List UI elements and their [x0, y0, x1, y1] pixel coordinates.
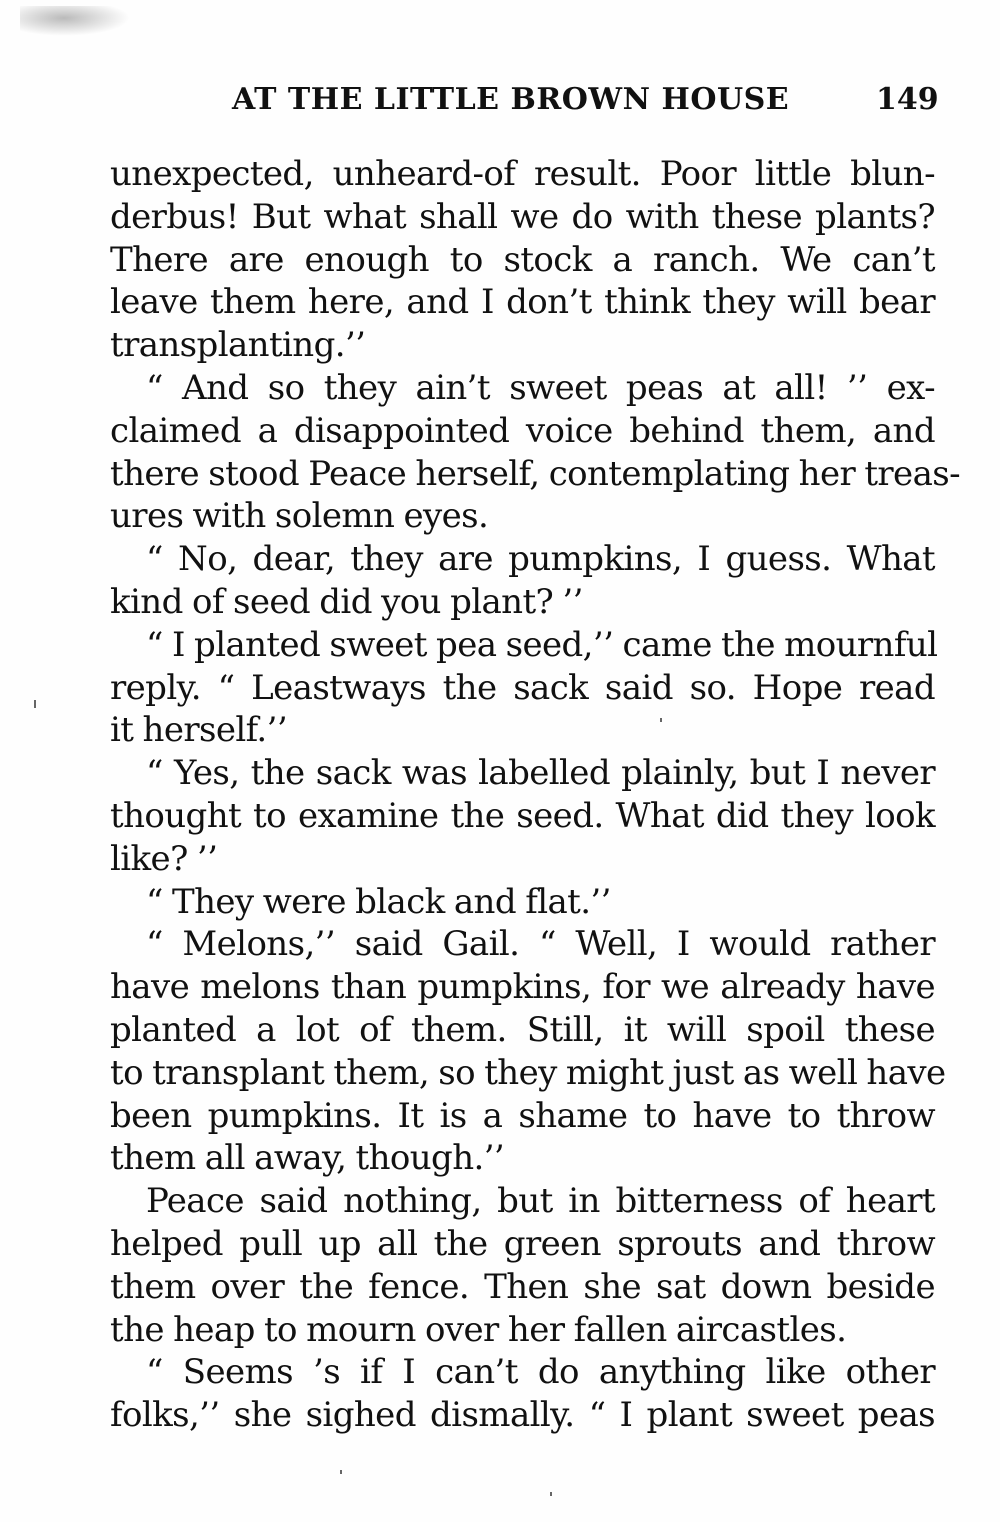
text-line: folks,’’ she sighed dismally. “ I plant sweet peas [110, 1395, 935, 1436]
text-line: them over the fence. Then she sat down beside [110, 1266, 935, 1307]
text-line: claimed a disappointed voice behind them, and [110, 410, 935, 451]
running-header [0, 78, 1000, 124]
text-line: kind of seed did you plant? ’’ [110, 581, 583, 622]
text-line: transplanting.’’ [110, 325, 366, 366]
text-line: Peace said nothing, but in bitterness of heart [146, 1181, 935, 1222]
text-line: ures with solemn eyes. [110, 496, 489, 537]
text-line: planted a lot of them. Still, it will spoil these [110, 1009, 935, 1050]
text-line: “ Seems ’s if I can’t do anything like other [146, 1352, 935, 1393]
text-line: helped pull up all the green sprouts and throw [110, 1223, 935, 1264]
text-line: to transplant them, so they might just as well have [110, 1052, 946, 1093]
speck-mark [660, 718, 662, 722]
text-line: the heap to mourn over her fallen aircastles. [110, 1309, 847, 1350]
text-line: have melons than pumpkins, for we already have [110, 967, 935, 1008]
text-line: reply. “ Leastways the sack said so. Hope read [110, 667, 935, 708]
body-text [110, 153, 960, 1437]
text-line: There are enough to stock a ranch. We can’t [110, 239, 935, 280]
ink-smudge [20, 6, 130, 36]
text-line: “ They were black and flat.’’ [146, 881, 611, 922]
text-line: “ Melons,’’ said Gail. “ Well, I would rather [146, 924, 935, 965]
text-line: “ Yes, the sack was labelled plainly, but I never [146, 753, 935, 794]
text-line: been pumpkins. It is a shame to have to throw [110, 1095, 935, 1136]
page-number: 149 [876, 82, 939, 117]
text-line: “ I planted sweet pea seed,’’ came the mournful [146, 624, 938, 665]
text-line: leave them here, and I don’t think they will bear [110, 282, 935, 323]
text-line: unexpected, unheard-of result. Poor little blun- [110, 154, 935, 194]
text-line: there stood Peace herself, contemplating her treas- [110, 453, 960, 494]
text-line: thought to examine the seed. What did they look [110, 795, 935, 836]
text-line: like? ’’ [110, 838, 218, 879]
speck-mark [340, 1470, 342, 1474]
text-line: it herself.’’ [110, 710, 288, 751]
speck-mark [550, 1492, 552, 1496]
text-line: them all away, though.’’ [110, 1138, 505, 1179]
text-line: “ No, dear, they are pumpkins, I guess. What [146, 539, 935, 580]
text-line: “ And so they ain’t sweet peas at all! ’’ ex- [146, 367, 935, 408]
text-line: derbus! But what shall we do with these plants? [110, 196, 935, 237]
running-title: AT THE LITTLE BROWN HOUSE [232, 82, 790, 117]
speck-mark [34, 700, 36, 708]
